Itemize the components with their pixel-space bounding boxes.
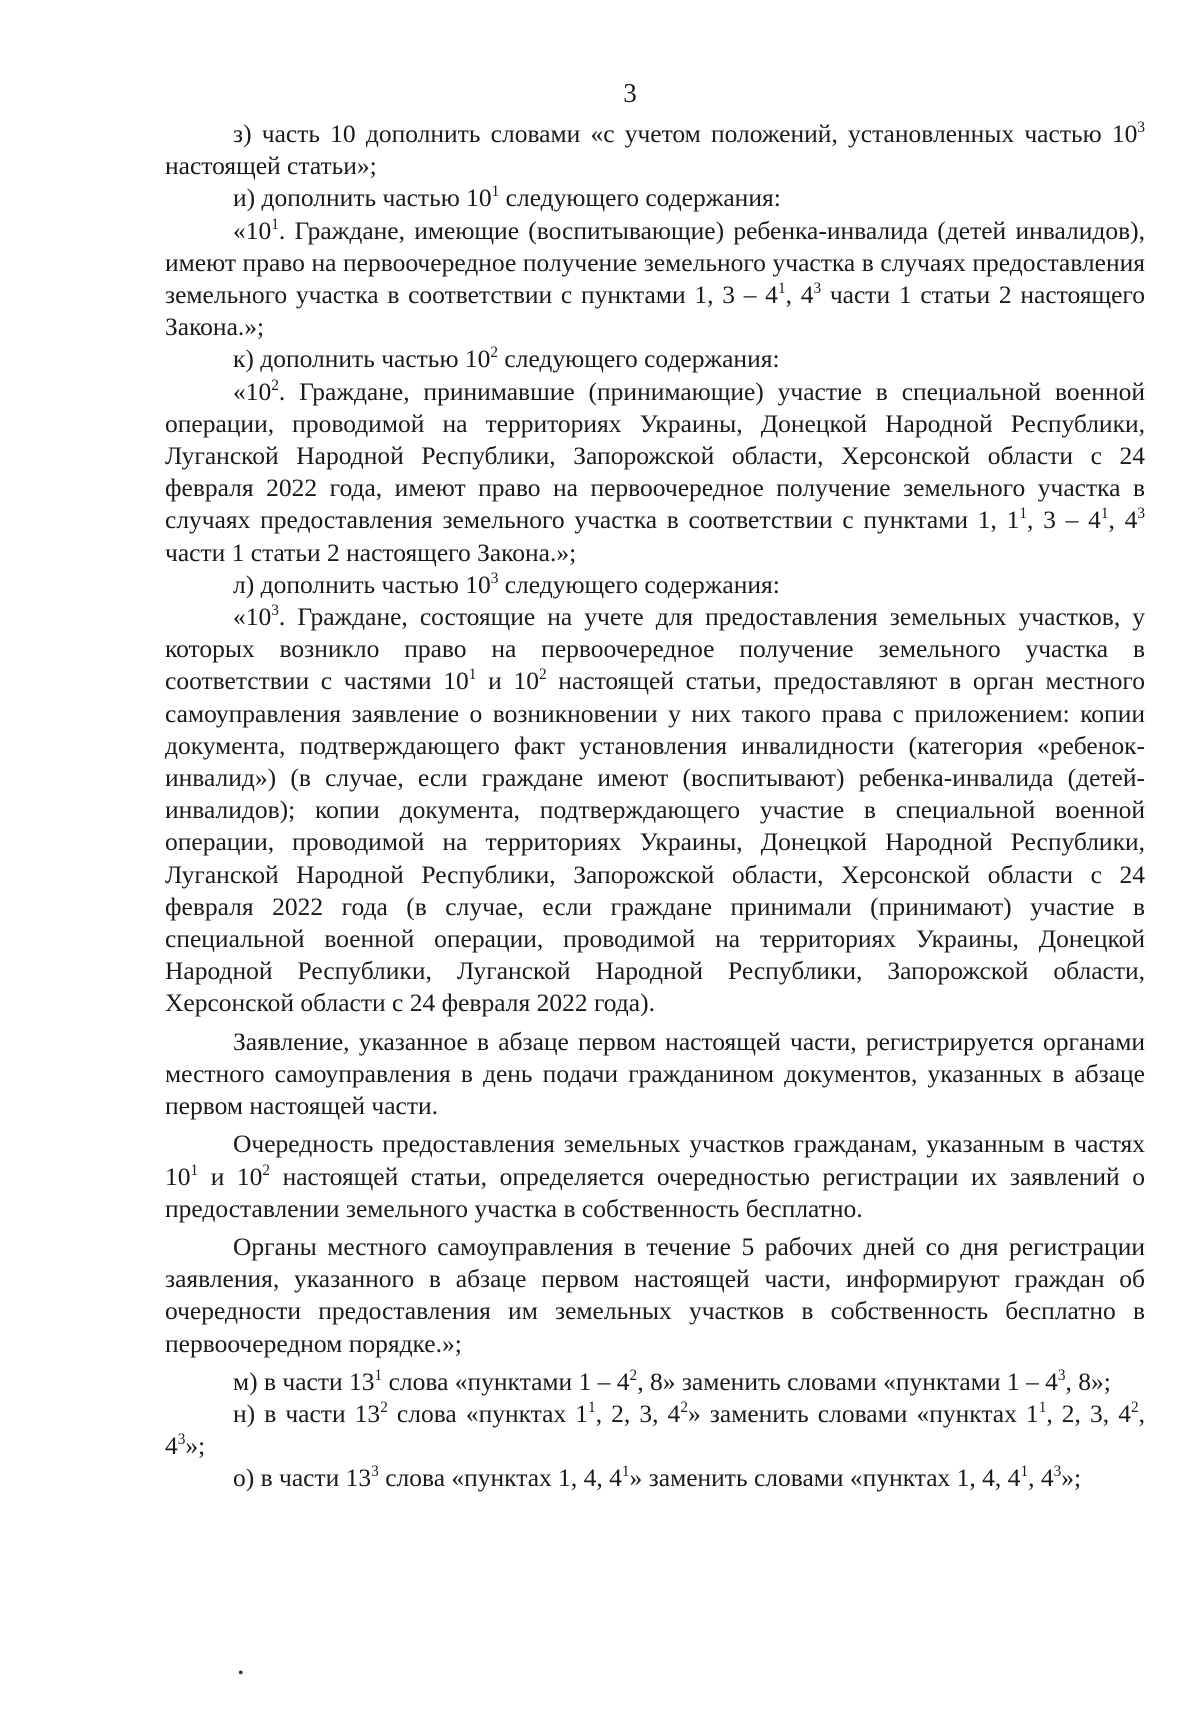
superscript: 1: [621, 1463, 630, 1481]
text-run: . Граждане, принимавшие (принимающие) участие в специальной военной операции, проводимой на территориях Украины, Донецкой Народной Республики, Луганской Народной Республики, Запорожской области, Херсонской области с 24 февраля 2022 года, имеют право на первоочередное получение земельного участка в случаях предоставления земельного участка в соответствии с пунктами 1, 1: [165, 376, 1145, 535]
superscript: 2: [680, 1398, 688, 1416]
text-run: м) в части 13: [233, 1366, 375, 1396]
superscript: 3: [177, 1431, 186, 1449]
superscript: 1: [468, 666, 477, 684]
text-run: о) в части 13: [233, 1463, 372, 1493]
text-run: слова «пунктах 1: [387, 1398, 589, 1428]
superscript: 1: [588, 1398, 596, 1416]
text-run: , 8»;: [1065, 1366, 1111, 1396]
paragraph: [165, 1128, 1145, 1225]
superscript: 1: [1100, 505, 1109, 523]
text-run: »;: [1061, 1463, 1082, 1493]
text-run: настоящей статьи, предоставляют в орган местного самоуправления заявление о возникновении у них такого права с приложением: копии документа, подтверждающего факт установления инвалидности (категория «ребенок-инвалид») (в случае, если граждане имеют (воспитывают) ребенка-инвалида (детей-инвалидов); копии документа, подтверждающего участие в специальной военной операции, проводимой на территориях Украины, Донецкой Народной Республики, Луганской Народной Республики, Запорожской области, Херсонской области с 24 февраля 2022 года (в случае, если граждане принимали (принимают) участие в специальной военной операции, проводимой на территориях Украины, Донецкой Народной Республики, Луганской Народной Республики, Запорожской области, Херсонской области с 24 февраля 2022 года).: [165, 666, 1145, 1018]
superscript: 2: [629, 1366, 638, 1384]
text-run: л) дополнить частью 10: [233, 569, 491, 599]
superscript: 1: [777, 280, 786, 298]
paragraph: [165, 1462, 1145, 1494]
text-run: части 1 статьи 2 настоящего Закона.»;: [165, 537, 577, 567]
text-run: . Граждане, имеющие (воспитывающие) ребенка-инвалида (детей инвалидов), имеют право на первоочередное получение земельного участка в случаях предоставления земельного участка в соответствии с пунктами 1, 3 – 4: [165, 215, 1145, 310]
paragraph: [165, 215, 1145, 344]
superscript: 2: [262, 1161, 271, 1179]
text-run: следующего содержания:: [498, 344, 780, 374]
text-run: слова «пунктами 1 – 4: [382, 1366, 630, 1396]
superscript: 2: [538, 666, 547, 684]
paragraph: [165, 1026, 1145, 1123]
superscript: 3: [1053, 1463, 1062, 1481]
text-run: настоящей статьи»;: [165, 151, 377, 181]
text-run: »;: [185, 1431, 206, 1461]
paragraph: [165, 118, 1145, 182]
text-run: , 2, 3, 4: [1046, 1398, 1131, 1428]
superscript: 3: [271, 602, 279, 620]
text-run: и 10: [198, 1161, 263, 1191]
text-run: Заявление, указанное в абзаце первом настоящей части, регистрируется органами местного самоуправления в день подачи гражданином документов, указанных в абзаце первом настоящей части.: [165, 1026, 1145, 1121]
superscript: 1: [1020, 1463, 1029, 1481]
text-run: «10: [233, 376, 272, 406]
text-run: Органы местного самоуправления в течение 5 рабочих дней со дня регистрации заявления, указанного в абзаце первом настоящей части, информируют граждан об очередности предоставления им земельных участков в собственность бесплатно в первоочередном порядке.»;: [165, 1231, 1145, 1358]
superscript: 1: [374, 1366, 383, 1384]
text-run: з) часть 10 дополнить словами «с учетом положений, установленных частью 10: [233, 119, 1138, 148]
superscript: 2: [271, 376, 279, 394]
superscript: 1: [190, 1161, 199, 1179]
text-run: части 1 статьи 2 настоящего Закона.»;: [165, 280, 1145, 342]
text-run: Очередность предоставления земельных участков гражданам, указанным в частях 10: [165, 1129, 1145, 1191]
superscript: 3: [813, 280, 822, 298]
paragraph: [165, 343, 1145, 375]
text-run: «10: [233, 602, 272, 632]
document-body: [165, 118, 1145, 1495]
text-run: . Граждане, состоящие на учете для предоставления земельных участков, у которых возникло право на первоочередное получение земельного участка в соответствии с частями 10: [165, 602, 1145, 696]
text-run: «10: [233, 215, 272, 245]
scan-artifact-mark: •: [238, 1665, 244, 1682]
paragraph: [165, 1366, 1145, 1398]
text-run: к) дополнить частью 10: [233, 344, 491, 374]
superscript: 1: [1019, 505, 1028, 523]
superscript: 1: [491, 183, 500, 201]
text-run: , 4: [785, 280, 814, 310]
superscript: 2: [380, 1398, 388, 1416]
text-run: и 10: [476, 666, 539, 696]
page-number: 3: [623, 78, 637, 108]
text-run: , 4: [165, 1398, 1145, 1461]
superscript: 3: [371, 1463, 379, 1481]
paragraph: [165, 1398, 1145, 1462]
text-run: н) в части 13: [233, 1398, 381, 1428]
text-run: , 3 – 4: [1027, 505, 1101, 535]
superscript: 3: [490, 569, 499, 587]
superscript: 2: [490, 344, 499, 362]
superscript: 3: [1137, 119, 1145, 137]
paragraph: [165, 376, 1145, 569]
superscript: 2: [1130, 1398, 1139, 1416]
text-run: следующего содержания:: [499, 183, 781, 213]
paragraph: [165, 182, 1145, 214]
text-run: следующего содержания:: [498, 569, 780, 599]
paragraph: [165, 1231, 1145, 1360]
text-run: , 2, 3, 4: [595, 1398, 681, 1428]
text-run: , 4: [1028, 1463, 1054, 1493]
superscript: 3: [1137, 505, 1146, 523]
text-run: и) дополнить частью 10: [233, 183, 492, 213]
superscript: 1: [271, 215, 279, 233]
text-run: » заменить словами «пунктах 1, 4, 4: [629, 1463, 1021, 1493]
text-run: , 8» заменить словами «пунктами 1 – 4: [637, 1366, 1058, 1396]
superscript: 1: [1038, 1398, 1047, 1416]
paragraph: [165, 601, 1145, 1020]
paragraph: [165, 569, 1145, 601]
text-run: » заменить словами «пунктах 1: [687, 1398, 1039, 1428]
text-run: слова «пунктах 1, 4, 4: [378, 1463, 622, 1493]
text-run: настоящей статьи, определяется очередностью регистрации их заявлений о предоставлении земельного участка в собственность бесплатно.: [165, 1161, 1145, 1223]
superscript: 3: [1057, 1366, 1066, 1384]
text-run: , 4: [1108, 505, 1138, 535]
